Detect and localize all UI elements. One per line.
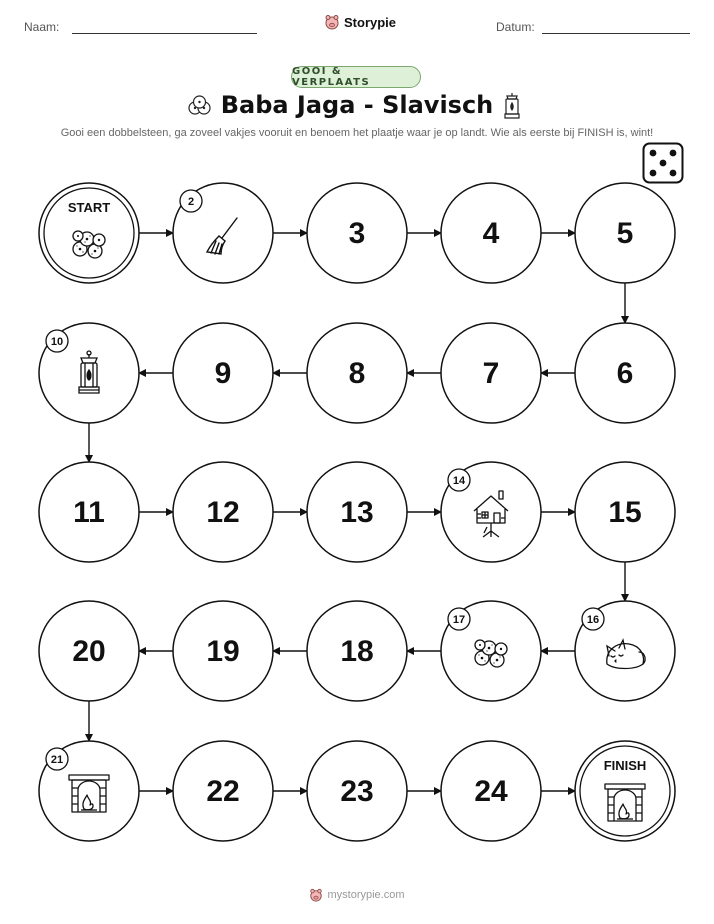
cell-number: 13 — [340, 496, 374, 529]
cell-number: 10 — [50, 336, 64, 348]
cell-number: 15 — [608, 496, 642, 529]
page-title: Baba Jaga - Slavisch — [220, 91, 494, 119]
cell-number: 5 — [616, 217, 634, 250]
cell-number: 20 — [72, 635, 106, 668]
cell-number: 12 — [206, 496, 240, 529]
cell-number: 2 — [187, 196, 195, 208]
board-cell-3 — [307, 183, 407, 283]
board-cell-9 — [173, 323, 273, 423]
name-label: Naam: — [24, 20, 60, 34]
cell-number: 17 — [452, 614, 466, 626]
board-cell-14 — [441, 462, 541, 562]
pig-mascot-icon — [309, 888, 323, 902]
cell-number: 9 — [214, 357, 232, 390]
board-cell-21 — [39, 741, 139, 841]
board-cell-18 — [307, 601, 407, 701]
cell-number: 19 — [206, 635, 240, 668]
board-cell-10 — [39, 323, 139, 423]
cell-number: 16 — [586, 614, 600, 626]
cell-number: 7 — [482, 357, 500, 390]
board-cell-finish — [575, 741, 675, 841]
board-cell-15 — [575, 462, 675, 562]
board-cell-2 — [173, 183, 273, 283]
cell-number: 6 — [616, 357, 634, 390]
cell-circle — [575, 741, 675, 841]
board-cell-19 — [173, 601, 273, 701]
board-cell-5 — [575, 183, 675, 283]
board-cell-24 — [441, 741, 541, 841]
cell-number: 23 — [340, 775, 374, 808]
cell-number: 3 — [348, 217, 366, 250]
instructions: Gooi een dobbelsteen, ga zoveel vakjes vooruit en benoem het plaatje waar je op landt. Wie als eerste bij FINISH is, wint! — [60, 127, 654, 139]
footer — [0, 888, 714, 902]
board-cell-7 — [441, 323, 541, 423]
board-cell-start — [39, 183, 139, 283]
board-cell-12 — [173, 462, 273, 562]
game-type-badge: GOOI & VERPLAATS — [291, 66, 421, 88]
cell-number: 18 — [340, 635, 374, 668]
cell-number: 21 — [50, 754, 64, 766]
footer-url: mystorypie.com — [327, 889, 405, 901]
board-cell-8 — [307, 323, 407, 423]
cell-number: 14 — [452, 475, 466, 487]
board-cell-17 — [441, 601, 541, 701]
board-cell-23 — [307, 741, 407, 841]
cell-number: 4 — [482, 217, 500, 250]
brand-name: Storypie — [344, 14, 397, 30]
board-cell-6 — [575, 323, 675, 423]
berries-icon — [73, 231, 105, 258]
date-label: Datum: — [496, 20, 535, 34]
board-cell-11 — [39, 462, 139, 562]
berries-icon — [475, 640, 507, 667]
cell-number: 8 — [348, 357, 366, 390]
board-cell-22 — [173, 741, 273, 841]
start-label: START — [67, 200, 111, 215]
board-cell-20 — [39, 601, 139, 701]
board-cell-13 — [307, 462, 407, 562]
board-cell-16 — [575, 601, 675, 701]
cell-number: 22 — [206, 775, 240, 808]
board-cell-4 — [441, 183, 541, 283]
cell-number: 24 — [474, 775, 508, 808]
cell-number: 11 — [73, 496, 105, 529]
finish-label: FINISH — [603, 758, 647, 773]
